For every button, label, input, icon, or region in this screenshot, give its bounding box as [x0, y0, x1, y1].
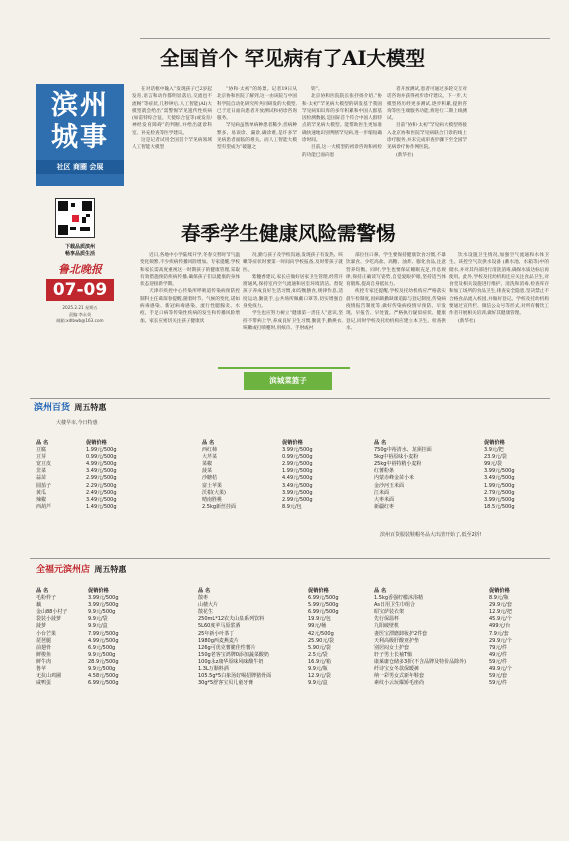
- item-name: 150g老客宝鸿牌0添加蔬菜酸奶: [198, 651, 269, 658]
- table-row: [374, 652, 545, 659]
- table-row: [202, 504, 367, 511]
- item-price: 499元/台: [489, 623, 511, 630]
- section-title: 周五特惠: [94, 565, 127, 574]
- item-name: 咸鸭蛋: [36, 680, 52, 687]
- table-row: [202, 497, 367, 504]
- item-price: 99元/袋: [484, 461, 503, 468]
- item-name: 蒜苗: [36, 475, 47, 482]
- item-name: 5L60度苹马原浆酒: [198, 623, 241, 630]
- item-name: 鲜梭鱼: [36, 651, 52, 658]
- item-name: 毛粉样子: [36, 595, 57, 602]
- table-row: [374, 623, 545, 630]
- item-name: 天利高级肝酸亚护垫: [374, 637, 420, 644]
- paragraph: 饮水设施卫生情况,加强空气流通和水体卫生。该控空气次供水设备 (蓄水池、水箱等)中的储水,并对其内部进行清洗消毒,确保水质达标后再使用。此外,学校及托幼机构还应关注食品卫生,对食堂及相关设施进行维护、清洗和消毒,检查库存和加工场所的食品卫生,排查安全隐患,坚决禁止不合格食品流入校园,并做好登记。学校及托幼机构要通过宣传栏、微信公众号等形式,对所有餐饮工作者开展相关培训,做好其健康管理。: [449, 253, 549, 317]
- item-price: 3.49元/500g: [86, 468, 117, 475]
- header-name: 品 名: [36, 588, 49, 594]
- item-price: 6.99元/500g: [308, 609, 339, 616]
- item-price: 9.9元/500g: [88, 666, 116, 673]
- article2-col2: [243, 252, 343, 364]
- item-name: 5kg中裕原味小麦粉: [374, 454, 419, 461]
- item-name: 圆茄子: [36, 482, 52, 489]
- item-name: 辣椒: [36, 496, 47, 503]
- item-price: 23.9元/袋: [484, 454, 507, 461]
- item-name: 富士苹果: [202, 482, 223, 489]
- item-name: 鲁苹: [36, 666, 47, 673]
- header-price: 促销价格: [489, 588, 510, 594]
- table-row: [36, 638, 188, 645]
- table-row: [36, 504, 186, 511]
- item-price: 4.99元/500g: [86, 461, 117, 468]
- paragraph: 近日,各地中小学陆续开学,冬春交替时节气温变化频繁,不少疾病传播风险增加。专家提醒,学校和家长需高度重视这一时期孩子的健康管理,采取有效措施预防疾病传播,确保孩子们以健康的身体状态迎接新学期。: [140, 253, 240, 288]
- table-row: [374, 504, 544, 511]
- item-price: 0.99元/500g: [86, 454, 117, 461]
- brand-name: 滨州百货: [34, 403, 71, 413]
- table-row: [374, 497, 544, 504]
- item-price: 29.9元/个: [489, 637, 512, 644]
- item-price: 42元/500g: [308, 630, 334, 637]
- section1-table-2: [202, 440, 367, 511]
- item-price: 49元/件: [489, 651, 508, 658]
- header-price: 促销价格: [308, 588, 329, 594]
- table-header-row: [198, 588, 370, 595]
- item-price: 19.9元/包: [308, 616, 331, 623]
- item-price: 6.99元/500g: [308, 595, 339, 602]
- header-name: 品 名: [36, 440, 49, 446]
- item-price: 4.99元/500g: [88, 637, 119, 644]
- item-name: 内蒙赤峰金苗小米: [374, 475, 415, 482]
- item-name: 250mL*12农夫山泉系列饮料: [198, 616, 265, 623]
- section1-header: [34, 402, 554, 415]
- download-line1: 下载品质滨州: [64, 244, 95, 250]
- paragraph: 部位住口鼻。学生要保持健康饮食习惯,不暴饮暴食、少吃高盐、高糖、油炸、膨化食品,注意营养均衡。同时,学生也要保证睡眠充足,作息规律,保持正确读写姿势,自觉爱眼护眼,坚持适当体育锻炼,提高自身抵抗力。: [346, 253, 446, 288]
- qr-code-icon[interactable]: [55, 198, 95, 238]
- item-price: 3.99元/500g: [88, 595, 119, 602]
- paragraph: 在对话框中输入“发现孩子已2岁起发育,语言和动作都明显落后,交流也不流畅”等症状,几秒钟后,人工智能(AI)大模型就会给出“需警惕罕见遗传性疾病(如雷特综合征、天使综合征等)或发育/神经发育障碍”的判断,并给出就诊科室、补充检查等医学建议。: [132, 87, 212, 136]
- item-price: 9.9元/盒: [308, 680, 328, 687]
- item-name: 100g永z康华原味风味酸牛奶: [198, 658, 264, 665]
- item-price: 2.29元/500g: [86, 482, 117, 489]
- item-name: 1.5kg香强柠檬沐浴精: [374, 595, 424, 602]
- item-name: 康萊庸仓储多3折(不含品牌及特价品除外): [374, 658, 467, 665]
- item-name: 晴南胜桃: [202, 496, 223, 503]
- item-name: 126g可优克薯脆佳性薯片: [198, 644, 256, 651]
- item-name: 纳一彩男女式新年鞋套: [374, 673, 425, 680]
- section1-table-3: [374, 440, 544, 511]
- item-price: 9.9元/500g: [88, 651, 116, 658]
- table-row: [374, 645, 545, 652]
- table-row: [374, 461, 544, 468]
- item-name: 无抗山鸡圃: [36, 673, 62, 680]
- paragraph: 疾控专家还提醒,学校及托幼机构应严格落实晨午检制度,因病缺勤缺课追踪与登记制度,传染病疫情报告制度等,做好传染病疫情早预防、早发现、早报告、早处置。严格执行疑似症状、健康登记,同时学校及托幼机构应建立本卫生。检查供水,: [346, 289, 446, 331]
- section-rule: [30, 398, 550, 399]
- item-price: 6.9元/500g: [88, 644, 116, 651]
- item-price: 8.9元/瓶: [489, 595, 509, 602]
- banner-rule: [218, 363, 350, 369]
- item-name: 豆腐: [36, 447, 47, 454]
- item-name: 25年新小叶茶丁: [198, 630, 235, 637]
- table-row: [36, 616, 188, 623]
- item-price: 5.99元/500g: [308, 602, 339, 609]
- header-price: 促销价格: [484, 440, 505, 446]
- item-name: 妻医宝漂磨卸妆护2件套: [374, 630, 428, 637]
- table-row: [36, 680, 188, 687]
- item-price: 3.9元/把: [484, 447, 504, 454]
- item-name: 1.3L万顺料酒: [198, 666, 229, 673]
- table-row: [36, 490, 186, 497]
- item-name: 袋装小菠萝: [36, 616, 62, 623]
- item-name: 先行保温杯: [374, 616, 400, 623]
- table-row: [36, 631, 188, 638]
- item-price: 3.99元/500g: [88, 602, 119, 609]
- item-name: 散花生: [198, 609, 214, 616]
- article2-col4: [449, 252, 549, 364]
- item-name: 750g中裕清水、龙须挂面: [374, 447, 432, 454]
- article1-col1: [132, 86, 212, 218]
- section1-note: 滨州百货服装鞋帽冬品大出清开始了,低至2折!: [380, 532, 482, 538]
- section-title: 周五特惠: [74, 403, 107, 412]
- table-row: [374, 490, 544, 497]
- editor-line: 责编:李永英: [68, 311, 92, 317]
- item-price: 1.99元/500g: [484, 482, 515, 489]
- table-row: [202, 475, 367, 482]
- section2-table-1: [36, 588, 188, 687]
- page-number-badge: 07-09: [46, 279, 114, 301]
- item-name: 琵琶腿: [36, 637, 52, 644]
- section1-table-1: [36, 440, 186, 511]
- item-price: 9.9元/盒: [88, 623, 108, 630]
- paragraph: 目前“协和·太初”罕见病大模型将接入北京协和医院罕见病联合门诊的线上诊疗服务,并未完成审查步骤下至全国罕见病诊疗协作网医院。: [387, 123, 467, 151]
- item-name: 1980g西麦燕麦片: [198, 637, 239, 644]
- item-price: 9.9元/袋: [88, 616, 108, 623]
- section1-subtitle: 大楼早市,今日特惠: [56, 420, 98, 426]
- item-name: 宽豆皮: [36, 461, 52, 468]
- article1-col3: [302, 86, 382, 218]
- masthead-line2: 城事: [51, 122, 109, 153]
- table-row: [198, 680, 370, 687]
- section2-table-3: [374, 588, 545, 687]
- table-row: [374, 609, 545, 616]
- table-row: [36, 623, 188, 630]
- header-name: 品 名: [202, 440, 215, 446]
- paragraph: 钥”。: [311, 87, 323, 92]
- paragraph: (新华社): [396, 152, 414, 158]
- table-row: [198, 645, 370, 652]
- item-price: 9.9元/500g: [88, 609, 116, 616]
- item-name: 前翅骨: [36, 644, 52, 651]
- item-name: 30g*5舒客宝贝儿童牙膏: [198, 680, 254, 687]
- item-name: 纤诗宝女冬款保暖裤: [374, 666, 420, 673]
- table-row: [374, 475, 544, 482]
- article2-col1: [140, 252, 240, 364]
- item-name: 金沙河玉米面: [374, 482, 405, 489]
- item-name: 菜椒: [202, 461, 213, 468]
- item-price: 2.99元/500g: [282, 461, 313, 468]
- header-name: 品 名: [374, 588, 387, 594]
- email-line: 邮箱:xdlbwb@163.com: [56, 318, 104, 323]
- section2-table-2: [198, 588, 370, 687]
- table-row: [198, 595, 370, 602]
- item-price: 12.9元/把: [489, 609, 512, 616]
- paragraph: (新华社): [458, 318, 476, 324]
- table-row: [198, 652, 370, 659]
- item-price: 6.99元/500g: [88, 680, 119, 687]
- paragraph: “协和·太初”的场景。记者19日从北京协和医院了解到,这一由该院与中国科学院自动化研究所共同研发的大模型,已于近日面向患者开放测试和初诊咨询服务。: [217, 87, 297, 122]
- header-price: 促销价格: [88, 588, 109, 594]
- section-rule: [30, 558, 550, 559]
- table-row: [374, 659, 545, 666]
- table-row: [36, 497, 186, 504]
- item-name: 菠萝: [36, 623, 47, 630]
- date-line: 2025.2.21 星期五: [62, 305, 98, 310]
- item-price: 3.99元/500g: [282, 489, 313, 496]
- edition-meta: [36, 305, 124, 325]
- item-price: 16.9元/箱: [308, 658, 331, 665]
- item-price: 2.99元/500g: [282, 496, 313, 503]
- article2-title: 春季学生健康风险需警惕: [181, 222, 396, 245]
- paragraph: 这是记者试用全国首个罕见病领域人工智能大模型: [132, 138, 212, 151]
- table-row: [198, 631, 370, 638]
- article2-col3: [346, 252, 446, 364]
- item-price: 7.99元/500g: [88, 630, 119, 637]
- item-price: 4.58元/500g: [88, 673, 119, 680]
- item-price: 1.99元/500g: [282, 468, 313, 475]
- table-row: [36, 645, 188, 652]
- table-row: [374, 638, 545, 645]
- paragraph: 者开放测试,患者可通过多轮交互对话咨询并获得初步诊疗建议。下一步,大模型将历经更多测试,逐步积累,提供咨询等医生端服务功能,将进行二期上线测试。: [387, 87, 467, 122]
- section-sidebar: [36, 84, 124, 324]
- top-rule: [140, 38, 550, 39]
- item-name: 藕: [36, 602, 42, 609]
- item-name: 黄瓜: [36, 489, 47, 496]
- table-row: [198, 638, 370, 645]
- item-price: 18.5元/500g: [484, 503, 515, 510]
- item-price: 7.9元/套: [489, 630, 509, 637]
- header-price: 促销价格: [282, 440, 303, 446]
- item-name: 九阳破壁机: [374, 623, 400, 630]
- download-promo: [36, 244, 124, 258]
- table-row: [198, 602, 370, 609]
- item-name: 山楂大片: [198, 602, 219, 609]
- item-price: 28.9元/500g: [88, 658, 119, 665]
- item-name: 西葫芦: [36, 503, 52, 510]
- item-name: As日用卫生巾组合: [374, 602, 416, 609]
- table-row: [202, 483, 367, 490]
- table-row: [198, 659, 370, 666]
- item-price: 1.99元/500g: [86, 447, 117, 454]
- item-price: 79元/件: [489, 644, 508, 651]
- item-name: 轩子男士长袖T恤: [374, 651, 413, 658]
- item-name: 2.5kg新丝挂面: [202, 503, 237, 510]
- item-price: 59元/套: [489, 673, 508, 680]
- table-row: [374, 616, 545, 623]
- item-name: 昭宝萨装衣架: [374, 609, 405, 616]
- item-price: 1.49元/500g: [86, 503, 117, 510]
- download-line2: 畅享品质生活: [64, 251, 95, 257]
- item-price: 3.49元/500g: [86, 496, 117, 503]
- section2-header: [36, 564, 126, 577]
- item-price: 3.49元/500g: [282, 482, 313, 489]
- item-name: 新疆红枣: [374, 503, 395, 510]
- item-name: 沃柑(大果): [202, 489, 226, 496]
- item-name: 韭菜: [36, 468, 47, 475]
- table-row: [374, 483, 544, 490]
- header-name: 品 名: [198, 588, 211, 594]
- table-row: [374, 631, 545, 638]
- masthead-line1: 滨州: [51, 90, 109, 121]
- item-price: 12.9元/袋: [308, 673, 331, 680]
- newspaper-logo: 鲁北晚报: [58, 263, 102, 276]
- item-price: 2.49元/500g: [86, 489, 117, 496]
- table-row: [198, 623, 370, 630]
- table-row: [36, 475, 186, 482]
- item-name: 西红柿: [202, 447, 218, 454]
- item-price: 99元/桶: [308, 623, 327, 630]
- paragraph: 目前,这一大模型的初诊咨询和初检的功能已面向患: [302, 145, 382, 158]
- article1-col4: [387, 86, 467, 218]
- item-name: 105.5g*5白象汤好喝招牌猪骨面: [198, 673, 272, 680]
- item-price: 3.49元/500g: [484, 475, 515, 482]
- item-price: 25.90元/袋: [308, 637, 334, 644]
- item-price: 59元/件: [489, 658, 508, 665]
- item-price: 8.9元/包: [282, 503, 302, 510]
- item-name: 散枣: [198, 595, 209, 602]
- deal-banner: 滨城菜篮子: [244, 372, 332, 390]
- paragraph: 紫穗香建议,家长应做好居家卫生管理,经常开窗通风,保持室内空气流通和居室环境清洁。督促孩子养成良好生活习惯,如均衡膳食,规律作息,适度运动,勤洗手,公共场所佩戴口罩等,切实增强自身免疫力。: [243, 274, 343, 310]
- item-price: 59元/件: [489, 680, 508, 687]
- article1-title: 全国首个 罕见病有了AI大模型: [160, 47, 426, 70]
- paragraph: 北京协和医院院长张抒扬介绍,“协和·太初”罕见病大模型的研发基于我国罕见病知识库的多年积累和中国人群基因检测数据,是国际首个符合中国人群特点的罕见病大模型。能帮助医生更加准确快速地识别判断罕见病,进一步缩短确诊时间。: [302, 94, 382, 144]
- paragraph: 况,勤与孩子及学校沟通,发现孩子有发热、咳嗽等症状时要第一时间向学校报备,及时带孩子就医。: [243, 253, 343, 273]
- item-name: 大枣米面: [374, 496, 395, 503]
- item-name: 沙糖桔: [202, 475, 218, 482]
- item-price: 4.49元/500g: [282, 475, 313, 482]
- item-price: 0.99元/500g: [282, 454, 313, 461]
- item-name: 豆芽: [36, 454, 47, 461]
- item-name: 菠菜: [202, 468, 213, 475]
- item-name: 25kg中裕特精小麦粉: [374, 461, 422, 468]
- table-row: [202, 490, 367, 497]
- item-price: 3.99元/500g: [282, 447, 313, 454]
- item-name: 别居闷女士护套: [374, 644, 410, 651]
- item-price: 29.9元/套: [489, 602, 512, 609]
- item-name: 江米面: [374, 489, 390, 496]
- item-price: 2.5元/袋: [308, 651, 328, 658]
- table-row: [36, 483, 186, 490]
- item-name: 素纹小云玩爆矫毛座尚: [374, 680, 425, 687]
- item-name: 红薯粉条: [374, 468, 395, 475]
- table-row: [36, 659, 188, 666]
- paragraph: 学生也应努力树立“健康第一责任人”意识,坚持不带病上学,养成良好卫生习惯,勤洗手,勤换衣,咳嗽或打喷嚏时,用纸巾、手肘或衬: [243, 311, 343, 331]
- item-price: 3.99元/500g: [484, 468, 515, 475]
- table-row: [36, 652, 188, 659]
- paragraph: 罕见病虽然单病种患者稀少,但病种繁多、易误诊、漏诊,确诊难,是许多罕见病患者面临的难关。而人工智能大模型有望成为“破题之: [217, 123, 297, 151]
- item-name: 小台芒果: [36, 630, 57, 637]
- brand-name: 全福元滨州店: [36, 565, 91, 575]
- item-price: 2.79元/500g: [484, 489, 515, 496]
- paragraph: 天津市疾控中心传染所呼吸道传染病预防控制科主任葛琛春提醒,随着时节、气候的变化,诺如病毒感染、新冠病毒感染、流行性腮腺炎、水痘、手足口病等传染性疾病的发生和传播风险增加。家长应密切关注孩子健康状: [140, 289, 240, 324]
- table-row: [374, 680, 545, 687]
- item-name: 金山88小村子: [36, 609, 68, 616]
- article1-col2: [217, 86, 297, 218]
- header-name: 品 名: [374, 440, 387, 446]
- header-price: 促销价格: [86, 440, 107, 446]
- item-price: 49.9元/个: [489, 666, 512, 673]
- item-name: 大芹菜: [202, 454, 218, 461]
- item-price: 45.9元/个: [489, 616, 512, 623]
- item-price: 2.99元/500g: [86, 475, 117, 482]
- item-price: 3.99元/500g: [484, 496, 515, 503]
- item-price: 9.9元/瓶: [308, 666, 328, 673]
- item-price: 5.90元/袋: [308, 644, 331, 651]
- sidebar-masthead: [36, 84, 124, 186]
- masthead-subheading: 社区 商圈 会展: [36, 160, 124, 174]
- item-name: 鲜牛肉: [36, 658, 52, 665]
